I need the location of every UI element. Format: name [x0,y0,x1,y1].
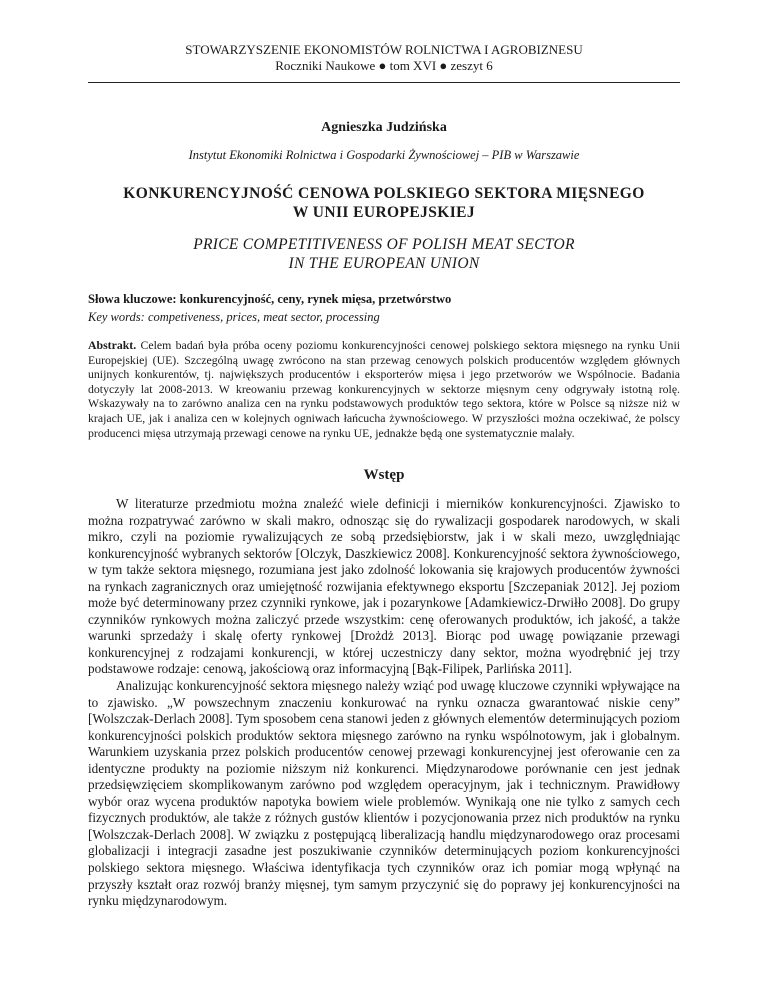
paragraph-1: W literaturze przedmiotu można znaleźć wiele definicji i mierników konkurencyjności. Zjawisko to można rozpatrywać zarówno w skali makro, odnosząc się do rywalizacji gospodarek narodowych, w skali mikro, czyli na poziomie rywalizujących ze sobą przedsiębiorstw, jak i w skali mezo, uwzględniając konkurencyjność wybranych sektorów [Olczyk, Daszkiewicz 2008]. Konkurencyjność sektora żywnościowego, w tym także sektora mięsnego, rozumiana jest jako zdolność lokowania się krajowych producentów żywności na rynkach zagranicznych oraz umiejętność rozwijania efektywnego eksportu [Szczepaniak 2012]. Jej poziom może być determinowany przez czynniki rynkowe, jak i pozarynkowe [Adamkiewicz-Drwiłło 2008]. Do grupy czynników rynkowych można zaliczyć przede wszystkim: cenę oferowanych produktów, ich jakość, a także warunki sprzedaży i skalę oferty rynkowej [Drożdż 2013]. Biorąc pod uwagę powiązanie przewagi konkurencyjnej z rodzajami konkurencji, w której uczestniczy dany sektor, można wyodrębnić jej trzy podstawowe rodzaje: cenową, jakościową oraz informacyjną [Bąk-Filipek, Parlińska 2011]. [88,496,680,677]
author-affiliation: Instytut Ekonomiki Rolnictwa i Gospodarki Żywnościowej – PIB w Warszawie [188,148,580,162]
body-text [88,496,680,910]
title-polish-line-1: KONKURENCYJNOŚĆ CENOWA POLSKIEGO SEKTORA MIĘSNEGO [123,185,645,202]
header-journal-info: Roczniki Naukowe ● tom XVI ● zeszyt 6 [275,58,493,73]
keywords-english: Key words: competiveness, prices, meat sector, processing [88,310,380,324]
title-polish-line-2: W UNII EUROPEJSKIEJ [292,204,476,221]
title-english-line-2: IN THE EUROPEAN UNION [288,255,480,272]
header-association: STOWARZYSZENIE EKONOMISTÓW ROLNICTWA I AGROBIZNESU [185,42,583,57]
title-english-line-1: PRICE COMPETITIVENESS OF POLISH MEAT SECTOR [193,236,575,253]
header-divider [88,82,680,83]
keywords-polish: Słowa kluczowe: konkurencyjność, ceny, rynek mięsa, przetwórstwo [88,292,452,306]
section-heading: Wstęp [363,467,405,483]
abstract-text: Celem badań była próba oceny poziomu konkurencyjności cenowej polskiego sektora mięsnego na rynku Unii Europejskiej (UE). Szczególną uwagę zwrócono na stan przewag cenowych polskich producentów względem głównych unijnych konkurentów, tj. największych producentów i eksporterów mięsa i jego przetworów we Wspólnocie. Badania dotyczyły lat 2008-2013. W kreowaniu przewag konkurencyjnych w sektorze mięsnym ceny odgrywały istotną rolę. Wskazywały na to zarówno analiza cen na rynku podstawowych produktów tego sektora, które w Polsce są niższe niż w krajach UE, jak i analiza cen w kolejnych ogniwach łańcucha żywnościowego. W przyszłości można oczekiwać, że polscy producenci mięsa utrzymają przewagi cenowe na rynku UE, jednakże będą one systematycznie malały. [88,338,681,440]
abstract-label: Abstrakt. [88,338,137,352]
keywords-block [88,290,680,326]
paragraph-2: Analizując konkurencyjność sektora mięsnego należy wziąć pod uwagę kluczowe czynniki wpływające na to zjawisko. „W powszechnym znaczeniu konkurować na rynku oznacza gwarantować niskie ceny” [Wolszczak-Derlach 2008]. Tym sposobem cena stanowi jeden z głównych elementów determinujących poziom konkurencyjności polskich produktów sektora mięsnego zarówno na rynku wspólnotowym, jak i globalnym. Warunkiem uzyskania przez polskich producentów cenowej przewagi konkurencyjnej jest oferowanie cen za identyczne produkty na poziomie niższym niż konkurenci. Międzynarodowe porównanie cen jest jednak przedsięwzięciem skomplikowanym zarówno pod względem operacyjnym, jak i technicznym. Prawidłowy wybór oraz wycena produktów napotyka bowiem wiele problemów. Wynikają one nie tylko z samych cech fizycznych produktów, ale także z różnych gustów klientów i pozycjonowania przez nich produktów na rynku [Wolszczak-Derlach 2008]. W związku z postępującą liberalizacją handlu międzynarodowego oraz procesami globalizacji i integracji zasadne jest poszukiwanie czynników determinujących poziom konkurencyjności polskiego sektora mięsnego. Właściwa identyfikacja tych czynników oraz ich pomiar mogą wpłynąć na przyszły kształt oraz rozwój branży mięsnej, tym samym przyczynić się do poprawy jej konkurencyjności na rynku międzynarodowym. [88,678,680,909]
title-english [88,235,680,273]
author-name: Agnieszka Judzińska [321,120,447,135]
abstract [88,338,680,440]
title-polish [88,184,680,222]
journal-header [88,42,680,74]
